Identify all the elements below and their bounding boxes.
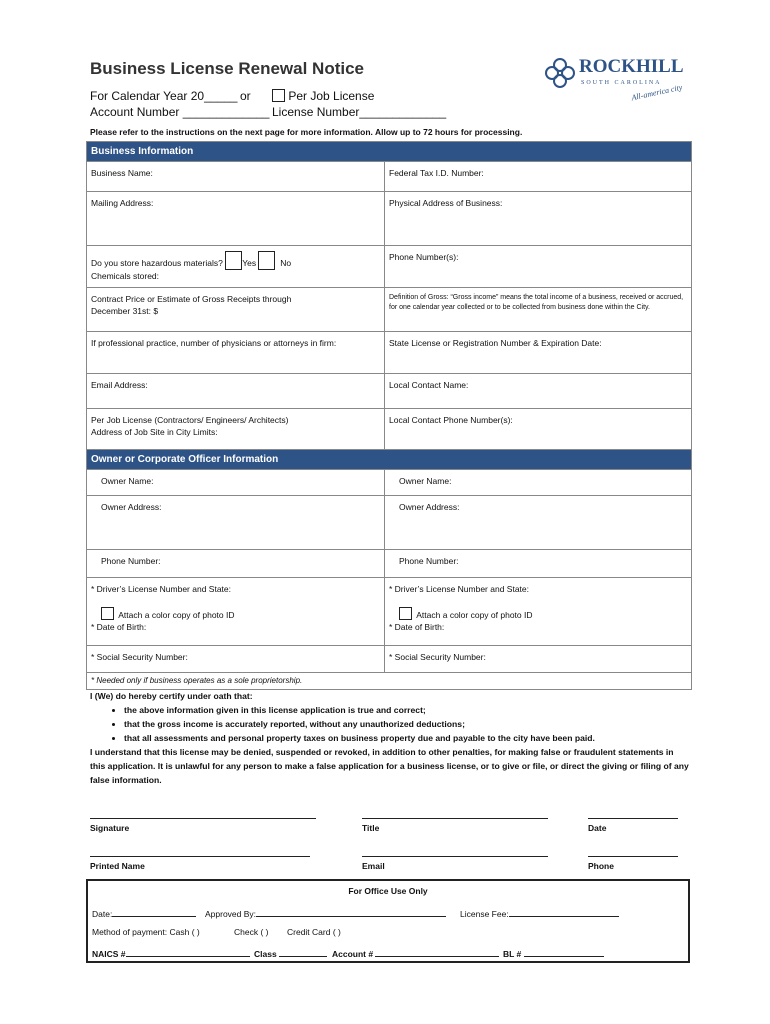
photo-id-label-1: Attach a color copy of photo ID <box>118 610 235 620</box>
approved-by-field[interactable] <box>205 907 446 919</box>
class-field[interactable] <box>254 947 327 959</box>
rock-hill-logo <box>543 54 684 104</box>
bl-field[interactable] <box>503 947 604 959</box>
naics-field[interactable] <box>92 947 250 959</box>
photo-id-checkbox-1[interactable] <box>101 607 114 620</box>
payment-cash[interactable]: Method of payment: Cash ( ) <box>92 927 200 937</box>
logo-emblem-icon <box>543 56 577 90</box>
payment-check[interactable]: Check ( ) <box>234 927 269 937</box>
phone-line[interactable] <box>588 856 678 857</box>
approved-by-label: Approved By: <box>205 909 257 919</box>
gross-definition: Definition of Gross: “Gross income” means the total income of a business, received or accrued, for one calendar year collected or to be collected from business done within the City. <box>384 288 691 331</box>
email-label: Email <box>362 861 385 871</box>
certification-section <box>90 689 690 787</box>
hazardous-no-checkbox[interactable] <box>258 251 275 270</box>
logo-state: SOUTH CAROLINA <box>581 80 662 86</box>
office-date-label: Date: <box>92 909 113 919</box>
mailing-address-field[interactable]: Mailing Address: <box>91 198 154 208</box>
title-line[interactable] <box>362 818 548 819</box>
per-job-label: Per Job License <box>288 89 375 103</box>
local-contact-phone-field[interactable]: Local Contact Phone Number(s): <box>384 409 691 449</box>
owner-license-block-1 <box>87 578 384 645</box>
phone-label: Phone <box>588 861 614 871</box>
drivers-license-field-2[interactable]: * Driver’s License Number and State: <box>389 584 530 594</box>
or-label: or <box>240 89 251 103</box>
contract-label-line1: Contract Price or Estimate of Gross Receipts through <box>91 294 292 304</box>
printed-name-label: Printed Name <box>90 861 145 871</box>
owner-address-field-2[interactable]: Owner Address: <box>384 496 691 549</box>
dob-field-1[interactable]: * Date of Birth: <box>91 622 147 632</box>
owner-license-block-2 <box>384 578 691 645</box>
title-label: Title <box>362 823 380 833</box>
license-fee-label: License Fee: <box>460 909 509 919</box>
professional-practice-field[interactable]: If professional practice, number of physicians or attorneys in firm: <box>91 338 337 348</box>
owner-name-field-2[interactable]: Owner Name: <box>384 470 691 495</box>
owner-phone-field-2[interactable]: Phone Number: <box>384 550 691 577</box>
dob-field-2[interactable]: * Date of Birth: <box>389 622 445 632</box>
office-use-box <box>86 879 690 963</box>
phone-numbers-field[interactable]: Phone Number(s): <box>384 246 691 287</box>
license-fee-field[interactable] <box>460 907 619 919</box>
class-label: Class <box>254 949 277 959</box>
certify-item: • the above information given in this license application is true and correct; <box>124 703 690 717</box>
certify-item: • that all assessments and personal property taxes on business property due and payable to the city have been paid. <box>124 731 690 745</box>
gross-receipts-field[interactable] <box>87 288 384 331</box>
account-field[interactable] <box>332 947 499 959</box>
printed-name-line[interactable] <box>90 856 310 857</box>
no-label: No <box>280 258 292 268</box>
certify-list <box>90 703 690 745</box>
date-label: Date <box>588 823 607 833</box>
hazardous-question: Do you store hazardous materials? <box>91 258 223 268</box>
photo-id-label-2: Attach a color copy of photo ID <box>416 610 533 620</box>
license-number-label: License Number_____________ <box>272 105 447 119</box>
logo-name: ROCKHILL <box>579 56 684 77</box>
per-job-line2: Address of Job Site in City Limits: <box>91 427 218 437</box>
photo-id-checkbox-2[interactable] <box>399 607 412 620</box>
signature-line[interactable] <box>90 818 316 819</box>
page-title: Business License Renewal Notice <box>90 59 364 78</box>
bl-label: BL # <box>503 949 522 959</box>
email-line[interactable] <box>362 856 548 857</box>
account-number-label: Account Number _____________ <box>90 105 270 119</box>
logo-tagline: All-america city <box>630 82 684 103</box>
date-line[interactable] <box>588 818 678 819</box>
payment-credit-card[interactable]: Credit Card ( ) <box>287 927 341 937</box>
physical-address-field[interactable]: Physical Address of Business: <box>384 192 691 245</box>
sole-proprietor-footnote: * Needed only if business operates as a sole proprietorship. <box>91 676 303 685</box>
per-job-site-field[interactable] <box>87 409 384 449</box>
state-license-field[interactable]: State License or Registration Number & Expiration Date: <box>384 332 691 373</box>
owner-name-field-1[interactable]: Owner Name: <box>101 476 154 486</box>
office-date-field[interactable] <box>92 907 196 919</box>
naics-label: NAICS # <box>92 949 126 959</box>
business-name-field[interactable]: Business Name: <box>91 168 153 178</box>
business-info-section <box>86 141 692 690</box>
federal-tax-field[interactable]: Federal Tax I.D. Number: <box>384 162 691 191</box>
signature-label: Signature <box>90 823 130 833</box>
account-label: Account # <box>332 949 374 959</box>
instructions-note: Please refer to the instructions on the next page for more information. Allow up to 72 hours for processing. <box>90 127 523 137</box>
drivers-license-field-1[interactable]: * Driver’s License Number and State: <box>91 584 232 594</box>
hazardous-yes-checkbox[interactable] <box>225 251 242 270</box>
local-contact-name-field[interactable]: Local Contact Name: <box>384 374 691 408</box>
ssn-field-1[interactable]: * Social Security Number: <box>91 652 188 662</box>
email-address-field[interactable]: Email Address: <box>91 380 148 390</box>
certify-statement: I understand that this license may be denied, suspended or revoked, in addition to other penalties, for making false or fraudulent statements in this application. It is unlawful for any person to make a false application for a business license, or to give or file, or direct the giving or filing of any false information. <box>90 747 689 785</box>
chemicals-stored-label[interactable]: Chemicals stored: <box>91 271 160 281</box>
per-job-line1: Per Job License (Contractors/ Engineers/ Architects) <box>91 415 289 425</box>
per-job-checkbox[interactable] <box>272 89 285 102</box>
per-job-option[interactable] <box>272 89 374 103</box>
certify-heading: I (We) do hereby certify under oath that: <box>90 691 253 701</box>
business-info-band: Business Information <box>87 142 691 161</box>
calendar-year-label: For Calendar Year 20_____ <box>90 89 238 103</box>
ssn-field-2[interactable]: * Social Security Number: <box>384 646 691 672</box>
owner-info-band: Owner or Corporate Officer Information <box>87 449 691 469</box>
office-use-title: For Office Use Only <box>348 886 428 896</box>
hazardous-materials-field <box>87 246 384 287</box>
owner-phone-field-1[interactable]: Phone Number: <box>101 556 161 566</box>
owner-address-field-1[interactable]: Owner Address: <box>101 502 162 512</box>
contract-label-line2: December 31st: $ <box>91 306 159 316</box>
certify-item: • that the gross income is accurately reported, without any unauthorized deductions; <box>124 717 690 731</box>
yes-label: Yes <box>242 258 257 268</box>
